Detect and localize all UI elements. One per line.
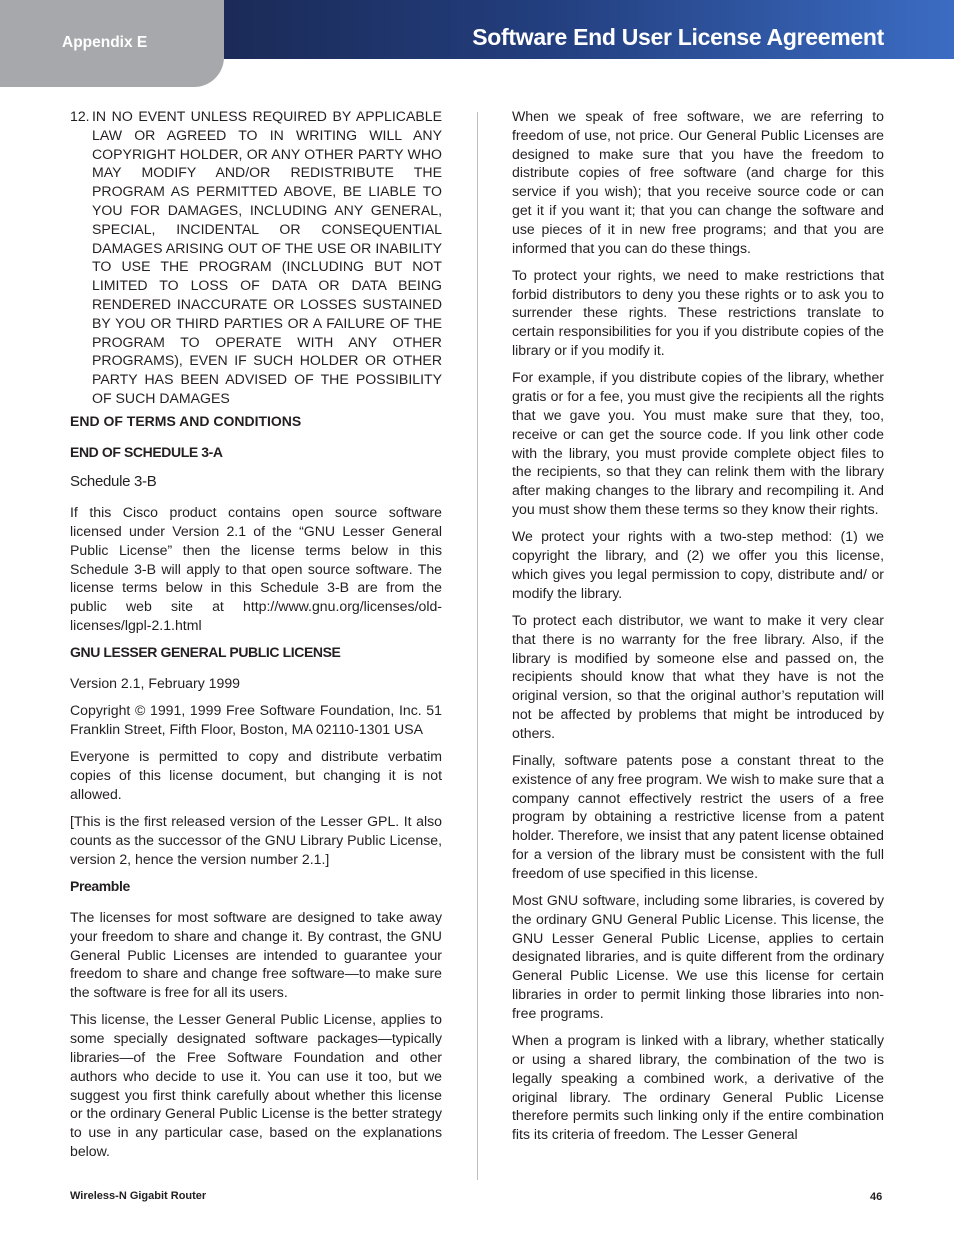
preamble-paragraph-1: The licenses for most software are designed to take away your freedom to share and change it. By contrast, the GNU General Public Licenses are intended to guarantee your freedom to share and change free software—to make sure the software is free for all its users. bbox=[70, 908, 442, 1001]
page-title: Software End User License Agreement bbox=[472, 24, 884, 50]
list-item-number: 12. bbox=[70, 108, 90, 124]
left-column bbox=[70, 107, 442, 1169]
appendix-label: Appendix E bbox=[62, 34, 148, 51]
preamble-heading: Preamble bbox=[70, 878, 130, 895]
release-note-paragraph: [This is the first released version of the Lesser GPL. It also counts as the successor of the GNU Library Public License, version 2, hence the version number 2.1.] bbox=[70, 813, 442, 867]
permission-paragraph: Everyone is permitted to copy and distribute verbatim copies of this license document, but changing it is not allowed. bbox=[70, 748, 442, 802]
paragraph-patents: Finally, software patents pose a constant threat to the existence of any free program. We wish to make sure that a company cannot effectively restrict the users of a free program by obtaining a restrictive license from a patent holder. Therefore, we insist that any patent license obtained for a version of the library must be consistent with the full freedom of use specified in this license. bbox=[512, 752, 884, 881]
end-terms-heading: END OF TERMS AND CONDITIONS bbox=[70, 412, 302, 429]
paragraph-example: For example, if you distribute copies of the library, whether gratis or for a fee, you must give the recipients all the rights that we gave you. You must make sure that they, too, receive or can get the source code. If you link other code with the library, you must provide complete object files to the recipients, so that they can relink them with the library after making changes to the library and recompiling it. And you must show them these terms so they know their rights. bbox=[512, 369, 884, 517]
schedule-intro-paragraph: If this Cisco product contains open source software licensed under Version 2.1 of the “GNU Lesser General Public License” then the license terms below in this Schedule 3-B will apply to that open source software. The license terms below in this Schedule 3-B are from the public web site at http://www.gnu.org/licenses/old-licenses/lgpl-2.1.html bbox=[70, 504, 442, 633]
paragraph-linking: When a program is linked with a library, whether statically or using a shared library, the combination of the two is legally speaking a combined work, a derivative of the original library. The ordinary General Public License therefore permits such linking only if the entire combination fits its criteria of freedom. The Lesser General bbox=[512, 1032, 884, 1143]
paragraph-free-software: When we speak of free software, we are referring to freedom of use, not price. Our General Public Licenses are designed to make sure that you have the freedom to distribute copies of free software (and charge for this service if you wish); that you receive source code or can get it if you want it; that you can change the software and use pieces of it in new free programs; and that you are informed that you can do these things. bbox=[512, 108, 884, 256]
right-column bbox=[512, 107, 884, 1152]
appendix-tab bbox=[0, 0, 224, 87]
preamble-paragraph-2: This license, the Lesser General Public License, applies to some specially designated software packages—typically libraries—of the Free Software Foundation and other authors who decide to use it. You can use it too, but we suggest you first think carefully about whether this license or the ordinary General Public License is the better strategy to use in any particular case, based on the explanations below. bbox=[70, 1011, 442, 1160]
paragraph-gnu-software: Most GNU software, including some libraries, is covered by the ordinary GNU General Public License. This license, the GNU Lesser General Public License, applies to certain designated libraries, and is quite different from the ordinary General Public License. We use this license for certain libraries in order to permit linking those libraries into non-free programs. bbox=[512, 892, 884, 1021]
list-item-12 bbox=[70, 107, 442, 408]
version-paragraph: Version 2.1, February 1999 bbox=[70, 675, 241, 692]
lgpl-heading: GNU LESSER GENERAL PUBLIC LICENSE bbox=[70, 644, 341, 661]
end-schedule-heading: END OF SCHEDULE 3-A bbox=[70, 443, 223, 460]
schedule-heading: Schedule 3-B bbox=[70, 473, 157, 491]
copyright-paragraph: Copyright © 1991, 1999 Free Software Foundation, Inc. 51 Franklin Street, Fifth Floor, Boston, MA 02110-1301 USA bbox=[70, 702, 442, 738]
list-item-text: IN NO EVENT UNLESS REQUIRED BY APPLICABLE LAW OR AGREED TO IN WRITING WILL ANY COPYRIGHT HOLDER, OR ANY OTHER PARTY WHO MAY MODIFY AND/OR REDISTRIBUTE THE PROGRAM AS PERMITTED ABOVE, BE LIABLE TO YOU FOR DAMAGES, INCLUDING ANY GENERAL, SPECIAL, INCIDENTAL OR CONSEQUENTIAL DAMAGES ARISING OUT OF THE USE OR INABILITY TO USE THE PROGRAM (INCLUDING BUT NOT LIMITED TO LOSS OF DATA OR DATA BEING RENDERED INACCURATE OR LOSSES SUSTAINED BY YOU OR THIRD PARTIES OR A FAILURE OF THE PROGRAM TO OPERATE WITH ANY OTHER PROGRAMS), EVEN IF SUCH HOLDER OR OTHER PARTY HAS BEEN ADVISED OF THE POSSIBILITY OF SUCH DAMAGES bbox=[92, 108, 442, 406]
page-header bbox=[0, 0, 954, 87]
paragraph-protect-rights: To protect your rights, we need to make restrictions that forbid distributors to deny you these rights or to ask you to surrender these rights. These restrictions translate to certain responsibilities for you if you distribute copies of the library or if you modify it. bbox=[512, 266, 884, 359]
footer-page-number: 46 bbox=[870, 1191, 883, 1203]
title-banner bbox=[224, 0, 954, 59]
paragraph-two-step: We protect your rights with a two-step method: (1) we copyright the library, and (2) we offer you this license, which gives you legal permission to copy, distribute and/ or modify the library. bbox=[512, 528, 884, 601]
column-divider bbox=[477, 112, 478, 1180]
paragraph-distributor: To protect each distributor, we want to make it very clear that there is no warranty for the free library. Also, if the library is modified by someone else and passed on, the recipients should know that what they have is not the original version, so that the original author’s reputation will not be affected by problems that might be introduced by others. bbox=[512, 611, 884, 741]
footer-product-name: Wireless-N Gigabit Router bbox=[70, 1190, 207, 1202]
